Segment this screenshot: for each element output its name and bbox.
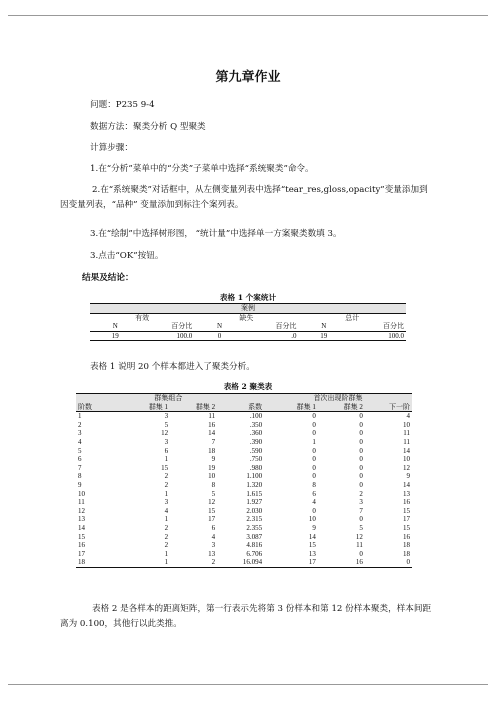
table-cell: 11 — [78, 498, 85, 507]
table-cell: 0 — [359, 446, 363, 455]
table-cell: 14 — [403, 446, 410, 455]
case-summary-table — [90, 303, 406, 341]
table-cell: 3.087 — [246, 532, 263, 541]
table-cell: 9 — [312, 523, 316, 532]
table-cell: 6 — [312, 489, 316, 498]
table-cell: 0 — [359, 420, 363, 429]
method-line: 数据方法：聚类分析 Q 型聚类 — [90, 122, 206, 132]
step-4: 3.点击“OK”按钮。 — [90, 251, 164, 261]
table-cell: 10 — [308, 515, 316, 524]
table-cell: 14 — [403, 480, 410, 489]
table-cell: 8 — [78, 472, 82, 481]
table1-subheader: 百分比 — [349, 322, 406, 331]
table2-header: 群集 1 — [120, 403, 170, 412]
table1-subheader: N — [194, 322, 245, 331]
table2-group-a: 群集组合 — [120, 394, 217, 403]
results-heading: 结果及结论： — [82, 273, 134, 283]
table-cell: 14 — [208, 429, 216, 438]
table2-group-b: 首次出现阶群集 — [264, 394, 412, 403]
table2-header: 下一阶 — [365, 403, 412, 412]
table-cell: 13 — [308, 549, 316, 558]
table-cell: 6 — [164, 446, 169, 455]
table-cell: 13 — [208, 549, 216, 558]
table-cell: 11 — [403, 437, 410, 446]
table-cell: 18 — [403, 541, 410, 550]
table2-header: 群集 2 — [318, 403, 365, 412]
table-cell: 1.927 — [246, 498, 263, 507]
table-cell: 4 — [211, 532, 216, 541]
table-cell: 5 — [359, 523, 363, 532]
table-cell: 10 — [403, 455, 410, 464]
table2-header: 群集 1 — [264, 403, 318, 412]
table-cell: 2.030 — [246, 506, 263, 515]
table1-subheader: 百分比 — [245, 322, 299, 331]
table-cell: 17 — [264, 558, 318, 567]
table-cell: .750 — [249, 455, 263, 464]
table-cell: 1.320 — [246, 480, 263, 489]
table-cell: 6 — [211, 523, 216, 532]
table-cell: .980 — [249, 463, 263, 472]
table-cell: 0 — [359, 455, 363, 464]
table-cell: 5 — [211, 489, 216, 498]
table-cell: 0 — [312, 455, 316, 464]
table-cell: 2 — [170, 558, 217, 567]
table-cell: .590 — [249, 446, 263, 455]
table-cell: 15 — [403, 506, 410, 515]
table-row — [76, 472, 412, 481]
table-cell: 2 — [164, 541, 169, 550]
table-row — [76, 515, 412, 524]
table-cell: 10 — [208, 472, 216, 481]
table1-cell: .0 — [245, 331, 299, 341]
table-cell: .360 — [249, 429, 263, 438]
table-cell: 4 — [164, 506, 169, 515]
table-cell: 6 — [78, 455, 82, 464]
table-cell: 1 — [312, 437, 316, 446]
table2-header: 群集 2 — [170, 403, 217, 412]
table-cell: .390 — [249, 437, 263, 446]
table2-caption: 表格 2 聚类表 — [223, 382, 273, 391]
table-cell: 7 — [211, 437, 216, 446]
agglomeration-table — [76, 393, 412, 568]
table-cell: 1.615 — [246, 489, 263, 498]
table-cell: 7 — [78, 463, 82, 472]
question-line: 问题：P235 9-4 — [90, 100, 155, 110]
table-cell: 2.355 — [246, 523, 263, 532]
page-top-rule — [8, 15, 488, 16]
page-title: 第九章作业 — [215, 70, 281, 85]
table1-subheader: N — [90, 322, 141, 331]
table-cell: 12 — [161, 429, 169, 438]
table-cell: 2 — [78, 420, 82, 429]
table-cell: 5 — [164, 420, 169, 429]
table-cell: 11 — [403, 429, 410, 438]
table-cell: 4 — [78, 437, 82, 446]
table-cell: 4 — [312, 498, 316, 507]
table1-cell: 19 — [90, 331, 141, 341]
table-cell: 9 — [211, 455, 216, 464]
table-cell: 0 — [312, 472, 316, 481]
table-cell: 2 — [164, 523, 169, 532]
table-cell: 17 — [78, 549, 85, 558]
table-cell: 9 — [78, 480, 82, 489]
table1-cell: 19 — [299, 331, 350, 341]
table-cell: 0 — [359, 480, 363, 489]
table-row — [76, 447, 412, 456]
table-cell: 16 — [403, 498, 410, 507]
table-cell: 0 — [359, 437, 363, 446]
table-cell: 1 — [120, 558, 170, 567]
table2-blank — [217, 394, 264, 403]
table-cell: 18 — [403, 549, 410, 558]
table-cell: 3 — [359, 498, 363, 507]
page-bottom-rule — [8, 684, 488, 685]
table-cell: 16 — [318, 558, 365, 567]
table-cell: 15 — [161, 463, 169, 472]
table-row — [76, 524, 412, 533]
table2-blank — [76, 394, 120, 403]
steps-heading: 计算步骤： — [90, 143, 133, 153]
table-cell: .350 — [249, 420, 263, 429]
table1-col-valid: 有效 — [135, 313, 150, 322]
table-cell: 0 — [312, 446, 316, 455]
table-cell: 0 — [365, 558, 412, 567]
table1-col-total: 总计 — [345, 313, 360, 322]
table-cell: 0 — [359, 515, 363, 524]
table-cell: .100 — [249, 412, 263, 421]
table-cell: 0 — [359, 429, 363, 438]
table-cell: 13 — [78, 515, 85, 524]
table-row — [76, 507, 412, 516]
table1-cell: 0 — [194, 331, 245, 341]
table-cell: 2 — [164, 472, 169, 481]
table-cell: 2.315 — [246, 515, 263, 524]
table2-body — [76, 412, 412, 568]
table1-col-missing: 缺失 — [239, 313, 254, 322]
table-cell: 11 — [356, 541, 363, 550]
table-cell: 15 — [208, 506, 216, 515]
table-cell: 7 — [359, 506, 363, 515]
table-row — [76, 438, 412, 447]
table-cell: 17 — [403, 515, 410, 524]
table-cell: 19 — [208, 463, 216, 472]
table-cell: 16 — [78, 541, 85, 550]
table-cell: 3 — [78, 429, 82, 438]
table-cell: 16 — [403, 532, 410, 541]
table1-cell: 100.0 — [141, 331, 195, 341]
table-row — [76, 421, 412, 430]
table-row — [76, 481, 412, 490]
table-cell: 15 — [403, 523, 410, 532]
table2-note: 表格 2 是各样本的距离矩阵，第一行表示先将第 3 份样本和第 12 份样本聚类，样本间距离为 0.100，其他行以此类推。 — [60, 604, 432, 629]
table2-header: 系数 — [217, 403, 264, 412]
table-cell: 0 — [359, 549, 363, 558]
table-cell: 4.816 — [246, 541, 263, 550]
table-cell: 2 — [359, 489, 363, 498]
table-cell: 4 — [406, 412, 410, 421]
table-cell: 3 — [164, 412, 169, 421]
table2-header: 阶数 — [76, 403, 120, 412]
table-cell: 12 — [78, 506, 85, 515]
table-cell: 0 — [359, 412, 363, 421]
table-row — [76, 429, 412, 438]
table-cell: 15 — [308, 541, 316, 550]
table-row — [76, 558, 412, 567]
table-cell: 2 — [164, 532, 169, 541]
step-3: 3.在“绘制”中选择树形图， “统计量”中选择单一方案聚类数填 3。 — [90, 229, 342, 239]
table-cell: 1 — [164, 489, 169, 498]
table-cell: 0 — [312, 429, 316, 438]
table-cell: 0 — [359, 472, 363, 481]
table-cell: 0 — [359, 463, 363, 472]
table-cell: 8 — [211, 480, 216, 489]
table-cell: 6.706 — [246, 549, 263, 558]
table-cell: 0 — [312, 420, 316, 429]
table-cell: 1 — [164, 515, 169, 524]
table-cell: 18 — [208, 446, 216, 455]
table-row — [76, 533, 412, 542]
table1-note: 表格 1 说明 20 个样本都进入了聚类分析。 — [90, 362, 255, 372]
table-cell: 1 — [164, 549, 169, 558]
table-row — [76, 541, 412, 550]
table-row — [76, 412, 412, 421]
table1-subheader: 百分比 — [141, 322, 195, 331]
step-1: 1.在“分析”菜单中的“分类”子菜单中选择“系统聚类”命令。 — [90, 164, 314, 174]
table-cell: 12 — [355, 532, 363, 541]
table-cell: 5 — [78, 446, 82, 455]
table-cell: 13 — [403, 489, 410, 498]
table-cell: 14 — [78, 523, 85, 532]
table-cell: 12 — [403, 463, 410, 472]
table-cell: 1 — [78, 412, 82, 421]
step-2: 2.在“系统聚类”对话框中，从左侧变量列表中选择“tear_res,gloss,opacity”变量添加到因变量列表，“品种” 变量添加到标注个案列表。 — [60, 185, 428, 210]
table-cell: 0 — [312, 412, 316, 421]
table-cell: 1 — [164, 455, 169, 464]
table-cell: 2 — [164, 480, 169, 489]
table-row — [76, 455, 412, 464]
table1-caption: 表格 1 个案统计 — [219, 293, 277, 302]
table-cell: 3 — [211, 541, 216, 550]
table-cell: 11 — [208, 412, 216, 421]
table-cell: 8 — [312, 480, 316, 489]
table-row — [76, 550, 412, 559]
table-cell: 18 — [76, 558, 120, 567]
table-cell: 9 — [406, 472, 410, 481]
table1-cell: 100.0 — [349, 331, 406, 341]
table-cell: 3 — [164, 498, 169, 507]
table-cell: 0 — [312, 506, 316, 515]
table1-subheader: N — [299, 322, 350, 331]
table-cell: 0 — [312, 463, 316, 472]
table-row — [76, 490, 412, 499]
table1-group-header: 案例 — [90, 304, 406, 314]
table-cell: 16 — [208, 420, 216, 429]
table-cell: 3 — [164, 437, 169, 446]
table-cell: 12 — [208, 498, 216, 507]
table-cell: 10 — [78, 489, 85, 498]
table-cell: 10 — [403, 420, 410, 429]
table-cell: 1.100 — [246, 472, 263, 481]
table-cell: 15 — [78, 532, 85, 541]
table-row — [76, 498, 412, 507]
table-cell: 14 — [308, 532, 316, 541]
table-cell: 17 — [208, 515, 216, 524]
table-cell: 16.094 — [217, 558, 264, 567]
table-row — [76, 464, 412, 473]
